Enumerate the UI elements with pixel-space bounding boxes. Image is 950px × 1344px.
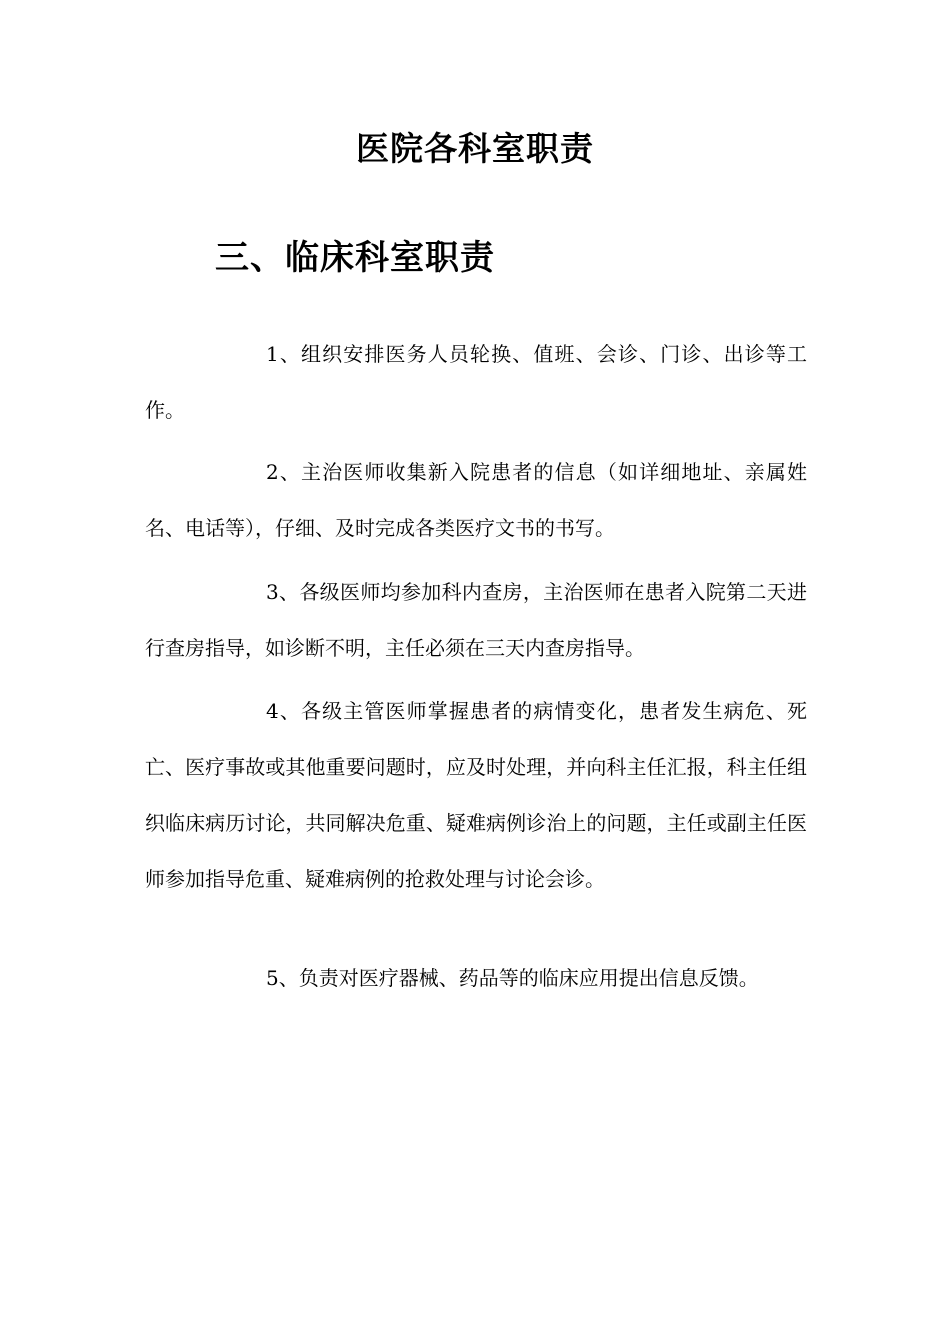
paragraph-5: 5、负责对医疗器械、药品等的临床应用提出信息反馈。	[266, 966, 759, 990]
section-heading: 三、临床科室职责	[215, 238, 495, 278]
paragraph-4: 4、各级主管医师掌握患者的病情变化，患者发生病危、死亡、医疗事故或其他重要问题时，应及时处理，并向科主任汇报，科主任组织临床病历讨论，共同解决危重、疑难病例诊治上的问题，主任或副主任医师参加指导危重、疑难病例的抢救处理与讨论会诊。	[145, 699, 807, 891]
paragraph-1: 1、组织安排医务人员轮换、值班、会诊、门诊、出诊等工作。	[145, 342, 807, 422]
paragraph-2: 2、主治医师收集新入院患者的信息（如详细地址、亲属姓名、电话等），仔细、及时完成各类医疗文书的书写。	[145, 460, 807, 540]
document-title: 医院各科室职责	[356, 129, 594, 168]
paragraph-3: 3、各级医师均参加科内查房，主治医师在患者入院第二天进行查房指导，如诊断不明，主任必须在三天内查房指导。	[145, 580, 807, 660]
